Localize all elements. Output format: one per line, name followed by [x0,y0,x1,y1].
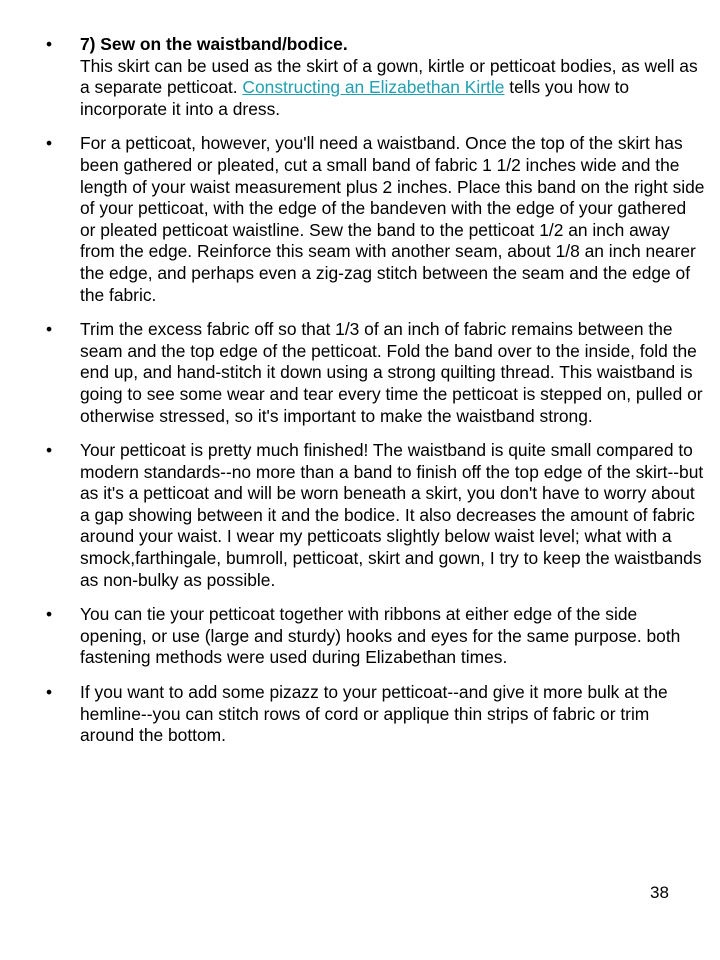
page-content [46,34,706,760]
bullet-icon: • [46,440,53,461]
bullet-icon: • [46,319,53,340]
instruction-list [46,34,706,747]
paragraph-text: If you want to add some pizazz to your petticoat--and give it more bulk at the hemline--you can stitch rows of cord or applique thin strips of fabric or trim around the bottom. [80,682,668,746]
bullet-icon: • [46,604,53,625]
paragraph-text: tells you how to incorporate it into a dress. [80,77,630,119]
paragraph-text: Your petticoat is pretty much finished! The waistband is quite small compared to modern standards--no more than a band to finish off the top edge of the skirt--but as it's a petticoat and will be worn beneath a skirt, you don't have to worry about a gap showing between it and the bodice. It also decreases the amount of fabric around your waist. I wear my petticoats slightly below waist level; what with a smock,farthingale, bumroll, petticoat, skirt and gown, I try to keep the waistbands as non-bulky as possible. [80,440,704,590]
list-item [46,604,706,669]
kirtle-link[interactable]: Constructing an Elizabethan Kirtle [242,77,505,98]
bullet-icon: • [46,133,53,154]
paragraph-text: Trim the excess fabric off so that 1/3 of an inch of fabric remains between the seam and the top edge of the petticoat. Fold the band over to the inside, fold the end up, and hand-stitch it down using a strong quilting thread. This waistband is going to see some wear and tear every time the petticoat is stepped on, pulled or otherwise stressed, so it's important to make the waistband strong. [80,319,703,426]
list-item [46,440,706,591]
paragraph-text: For a petticoat, however, you'll need a waistband. Once the top of the skirt has been gathered or pleated, cut a small band of fabric 1 1/2 inches wide and the length of your waist measurement plus 2 inches. Place this band on the right side of your petticoat, with the edge of the bandeven with the edge of your gathered or pleated petticoat waistline. Sew the band to the petticoat 1/2 an inch away from the edge. Reinforce this seam with another seam, about 1/8 an inch nearer the edge, and perhaps even a zig-zag stitch between the seam and the edge of the fabric. [80,133,705,305]
list-item [46,34,706,120]
list-item [46,682,706,747]
page-number: 38 [650,883,669,902]
bullet-icon: • [46,682,53,703]
step-heading: 7) Sew on the waistband/bodice. [80,34,348,54]
list-item [46,319,706,427]
paragraph-text: You can tie your petticoat together with ribbons at either edge of the side opening, or use (large and sturdy) hooks and eyes for the same purpose. both fastening methods were used during Elizabethan times. [80,604,681,668]
bullet-icon: • [46,34,53,54]
list-item [46,133,706,306]
paragraph-text: This skirt can be used as the skirt of a gown, kirtle or petticoat bodies, as well as a separate petticoat. [80,55,698,98]
